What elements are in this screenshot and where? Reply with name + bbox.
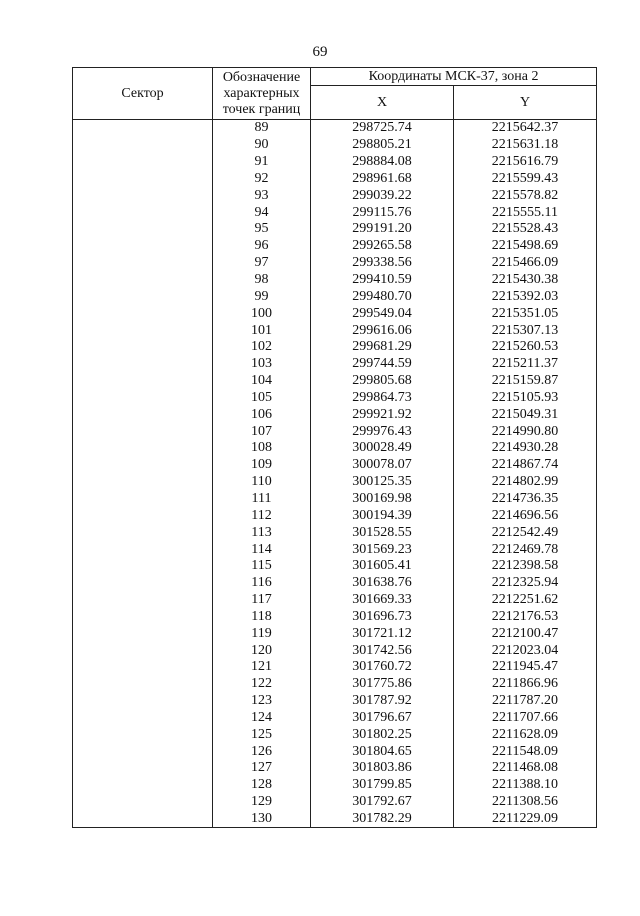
table-row bbox=[73, 204, 597, 221]
cell-sector bbox=[73, 743, 213, 760]
cell-y: 2211229.09 bbox=[454, 811, 597, 828]
cell-sector bbox=[73, 760, 213, 777]
cell-y: 2214867.74 bbox=[454, 457, 597, 474]
cell-y: 2214930.28 bbox=[454, 440, 597, 457]
cell-point: 90 bbox=[213, 137, 311, 154]
table-row bbox=[73, 541, 597, 558]
cell-x: 301803.86 bbox=[311, 760, 454, 777]
cell-x: 301760.72 bbox=[311, 659, 454, 676]
cell-sector bbox=[73, 339, 213, 356]
cell-sector bbox=[73, 221, 213, 238]
table-row bbox=[73, 592, 597, 609]
cell-sector bbox=[73, 440, 213, 457]
cell-point: 115 bbox=[213, 558, 311, 575]
cell-sector bbox=[73, 406, 213, 423]
cell-y: 2211866.96 bbox=[454, 676, 597, 693]
cell-y: 2215105.93 bbox=[454, 390, 597, 407]
cell-point: 123 bbox=[213, 693, 311, 710]
cell-point: 89 bbox=[213, 120, 311, 137]
table-row bbox=[73, 608, 597, 625]
table-row bbox=[73, 491, 597, 508]
cell-point: 118 bbox=[213, 608, 311, 625]
cell-x: 301669.33 bbox=[311, 592, 454, 609]
cell-x: 299115.76 bbox=[311, 204, 454, 221]
cell-x: 300078.07 bbox=[311, 457, 454, 474]
cell-x: 301775.86 bbox=[311, 676, 454, 693]
table-row bbox=[73, 474, 597, 491]
cell-point: 92 bbox=[213, 171, 311, 188]
cell-sector bbox=[73, 507, 213, 524]
table-row bbox=[73, 440, 597, 457]
table-row bbox=[73, 305, 597, 322]
cell-sector bbox=[73, 288, 213, 305]
cell-x: 301787.92 bbox=[311, 693, 454, 710]
cell-point: 94 bbox=[213, 204, 311, 221]
cell-x: 299039.22 bbox=[311, 187, 454, 204]
cell-x: 299410.59 bbox=[311, 272, 454, 289]
table-row bbox=[73, 524, 597, 541]
page-number: 69 bbox=[312, 44, 328, 60]
cell-sector bbox=[73, 642, 213, 659]
cell-y: 2215351.05 bbox=[454, 305, 597, 322]
cell-point: 128 bbox=[213, 777, 311, 794]
cell-x: 299616.06 bbox=[311, 322, 454, 339]
cell-y: 2212251.62 bbox=[454, 592, 597, 609]
cell-sector bbox=[73, 171, 213, 188]
cell-x: 299681.29 bbox=[311, 339, 454, 356]
table-row bbox=[73, 710, 597, 727]
cell-point: 112 bbox=[213, 507, 311, 524]
cell-x: 301742.56 bbox=[311, 642, 454, 659]
table-row bbox=[73, 457, 597, 474]
cell-y: 2215498.69 bbox=[454, 238, 597, 255]
cell-point: 103 bbox=[213, 356, 311, 373]
cell-sector bbox=[73, 474, 213, 491]
cell-sector bbox=[73, 491, 213, 508]
cell-point: 100 bbox=[213, 305, 311, 322]
cell-x: 300169.98 bbox=[311, 491, 454, 508]
table-row bbox=[73, 154, 597, 171]
cell-sector bbox=[73, 137, 213, 154]
cell-x: 299265.58 bbox=[311, 238, 454, 255]
table-row bbox=[73, 272, 597, 289]
header-y: Y bbox=[454, 86, 597, 120]
cell-point: 119 bbox=[213, 625, 311, 642]
cell-point: 121 bbox=[213, 659, 311, 676]
cell-sector bbox=[73, 608, 213, 625]
cell-x: 298805.21 bbox=[311, 137, 454, 154]
cell-point: 125 bbox=[213, 726, 311, 743]
cell-sector bbox=[73, 238, 213, 255]
cell-point: 109 bbox=[213, 457, 311, 474]
cell-x: 301605.41 bbox=[311, 558, 454, 575]
cell-point: 108 bbox=[213, 440, 311, 457]
cell-x: 299805.68 bbox=[311, 373, 454, 390]
table-row bbox=[73, 120, 597, 137]
cell-sector bbox=[73, 811, 213, 828]
cell-x: 301804.65 bbox=[311, 743, 454, 760]
cell-point: 91 bbox=[213, 154, 311, 171]
cell-y: 2215631.18 bbox=[454, 137, 597, 154]
cell-y: 2211787.20 bbox=[454, 693, 597, 710]
cell-y: 2215578.82 bbox=[454, 187, 597, 204]
header-coordinates: Координаты МСК-37, зона 2 bbox=[311, 68, 597, 86]
header-x: X bbox=[311, 86, 454, 120]
cell-point: 110 bbox=[213, 474, 311, 491]
cell-y: 2211468.08 bbox=[454, 760, 597, 777]
cell-sector bbox=[73, 659, 213, 676]
table-row bbox=[73, 390, 597, 407]
cell-y: 2215642.37 bbox=[454, 120, 597, 137]
cell-point: 107 bbox=[213, 423, 311, 440]
cell-point: 99 bbox=[213, 288, 311, 305]
header-point-designation: Обозначение характерных точек границ bbox=[213, 68, 311, 120]
cell-sector bbox=[73, 390, 213, 407]
cell-point: 111 bbox=[213, 491, 311, 508]
cell-x: 299864.73 bbox=[311, 390, 454, 407]
cell-y: 2211707.66 bbox=[454, 710, 597, 727]
table-row bbox=[73, 794, 597, 811]
table-row bbox=[73, 356, 597, 373]
cell-y: 2212176.53 bbox=[454, 608, 597, 625]
cell-sector bbox=[73, 305, 213, 322]
cell-sector bbox=[73, 625, 213, 642]
table-row bbox=[73, 659, 597, 676]
cell-y: 2215307.13 bbox=[454, 322, 597, 339]
cell-y: 2211548.09 bbox=[454, 743, 597, 760]
cell-x: 298884.08 bbox=[311, 154, 454, 171]
table-row bbox=[73, 743, 597, 760]
cell-point: 105 bbox=[213, 390, 311, 407]
cell-sector bbox=[73, 204, 213, 221]
cell-sector bbox=[73, 794, 213, 811]
cell-point: 95 bbox=[213, 221, 311, 238]
cell-sector bbox=[73, 356, 213, 373]
cell-sector bbox=[73, 541, 213, 558]
cell-point: 124 bbox=[213, 710, 311, 727]
cell-x: 301528.55 bbox=[311, 524, 454, 541]
cell-sector bbox=[73, 154, 213, 171]
table-row bbox=[73, 676, 597, 693]
cell-point: 104 bbox=[213, 373, 311, 390]
cell-point: 129 bbox=[213, 794, 311, 811]
table-row bbox=[73, 187, 597, 204]
cell-x: 301799.85 bbox=[311, 777, 454, 794]
cell-y: 2214696.56 bbox=[454, 507, 597, 524]
cell-x: 298961.68 bbox=[311, 171, 454, 188]
cell-y: 2211308.56 bbox=[454, 794, 597, 811]
table-row bbox=[73, 171, 597, 188]
table-row bbox=[73, 558, 597, 575]
cell-point: 98 bbox=[213, 272, 311, 289]
cell-sector bbox=[73, 710, 213, 727]
table-row bbox=[73, 339, 597, 356]
cell-sector bbox=[73, 575, 213, 592]
cell-point: 127 bbox=[213, 760, 311, 777]
cell-y: 2212398.58 bbox=[454, 558, 597, 575]
table-row bbox=[73, 406, 597, 423]
cell-x: 300194.39 bbox=[311, 507, 454, 524]
cell-sector bbox=[73, 373, 213, 390]
cell-y: 2215616.79 bbox=[454, 154, 597, 171]
cell-y: 2215599.43 bbox=[454, 171, 597, 188]
cell-point: 93 bbox=[213, 187, 311, 204]
cell-y: 2215211.37 bbox=[454, 356, 597, 373]
cell-x: 300028.49 bbox=[311, 440, 454, 457]
cell-y: 2215260.53 bbox=[454, 339, 597, 356]
cell-x: 299191.20 bbox=[311, 221, 454, 238]
cell-x: 299976.43 bbox=[311, 423, 454, 440]
cell-x: 300125.35 bbox=[311, 474, 454, 491]
cell-point: 101 bbox=[213, 322, 311, 339]
cell-y: 2212100.47 bbox=[454, 625, 597, 642]
cell-sector bbox=[73, 676, 213, 693]
cell-y: 2215528.43 bbox=[454, 221, 597, 238]
cell-sector bbox=[73, 693, 213, 710]
table-row bbox=[73, 777, 597, 794]
cell-y: 2215392.03 bbox=[454, 288, 597, 305]
table-row bbox=[73, 726, 597, 743]
cell-sector bbox=[73, 120, 213, 137]
cell-sector bbox=[73, 187, 213, 204]
cell-sector bbox=[73, 457, 213, 474]
cell-y: 2212325.94 bbox=[454, 575, 597, 592]
cell-x: 299921.92 bbox=[311, 406, 454, 423]
cell-x: 301721.12 bbox=[311, 625, 454, 642]
cell-x: 301802.25 bbox=[311, 726, 454, 743]
cell-y: 2211945.47 bbox=[454, 659, 597, 676]
table-row bbox=[73, 137, 597, 154]
table-row bbox=[73, 255, 597, 272]
cell-y: 2215159.87 bbox=[454, 373, 597, 390]
cell-y: 2212023.04 bbox=[454, 642, 597, 659]
cell-y: 2214802.99 bbox=[454, 474, 597, 491]
cell-x: 299480.70 bbox=[311, 288, 454, 305]
table-row bbox=[73, 760, 597, 777]
cell-sector bbox=[73, 423, 213, 440]
cell-x: 299338.56 bbox=[311, 255, 454, 272]
cell-sector bbox=[73, 322, 213, 339]
cell-sector bbox=[73, 592, 213, 609]
cell-sector bbox=[73, 524, 213, 541]
cell-y: 2215466.09 bbox=[454, 255, 597, 272]
cell-point: 106 bbox=[213, 406, 311, 423]
cell-x: 301638.76 bbox=[311, 575, 454, 592]
table-row bbox=[73, 507, 597, 524]
cell-point: 114 bbox=[213, 541, 311, 558]
cell-point: 113 bbox=[213, 524, 311, 541]
cell-point: 117 bbox=[213, 592, 311, 609]
table-row bbox=[73, 625, 597, 642]
cell-y: 2214990.80 bbox=[454, 423, 597, 440]
cell-y: 2215555.11 bbox=[454, 204, 597, 221]
table-row bbox=[73, 642, 597, 659]
cell-sector bbox=[73, 726, 213, 743]
cell-point: 102 bbox=[213, 339, 311, 356]
cell-x: 298725.74 bbox=[311, 120, 454, 137]
header-sector: Сектор bbox=[73, 68, 213, 120]
table-body bbox=[73, 120, 597, 828]
cell-x: 301782.29 bbox=[311, 811, 454, 828]
cell-point: 126 bbox=[213, 743, 311, 760]
table-row bbox=[73, 811, 597, 828]
cell-x: 301696.73 bbox=[311, 608, 454, 625]
table-row bbox=[73, 238, 597, 255]
table-row bbox=[73, 373, 597, 390]
cell-y: 2211628.09 bbox=[454, 726, 597, 743]
cell-point: 122 bbox=[213, 676, 311, 693]
table-row bbox=[73, 221, 597, 238]
cell-y: 2214736.35 bbox=[454, 491, 597, 508]
cell-x: 299549.04 bbox=[311, 305, 454, 322]
table-row bbox=[73, 575, 597, 592]
cell-sector bbox=[73, 255, 213, 272]
cell-x: 301569.23 bbox=[311, 541, 454, 558]
cell-y: 2212469.78 bbox=[454, 541, 597, 558]
coordinates-table bbox=[72, 67, 597, 828]
cell-x: 301796.67 bbox=[311, 710, 454, 727]
cell-point: 116 bbox=[213, 575, 311, 592]
cell-y: 2215049.31 bbox=[454, 406, 597, 423]
cell-sector bbox=[73, 777, 213, 794]
cell-sector bbox=[73, 272, 213, 289]
cell-y: 2211388.10 bbox=[454, 777, 597, 794]
table-row bbox=[73, 322, 597, 339]
cell-sector bbox=[73, 558, 213, 575]
table-row bbox=[73, 423, 597, 440]
table-row bbox=[73, 693, 597, 710]
table-row bbox=[73, 288, 597, 305]
cell-point: 130 bbox=[213, 811, 311, 828]
cell-x: 299744.59 bbox=[311, 356, 454, 373]
cell-x: 301792.67 bbox=[311, 794, 454, 811]
cell-y: 2215430.38 bbox=[454, 272, 597, 289]
cell-point: 97 bbox=[213, 255, 311, 272]
cell-y: 2212542.49 bbox=[454, 524, 597, 541]
cell-point: 120 bbox=[213, 642, 311, 659]
cell-point: 96 bbox=[213, 238, 311, 255]
